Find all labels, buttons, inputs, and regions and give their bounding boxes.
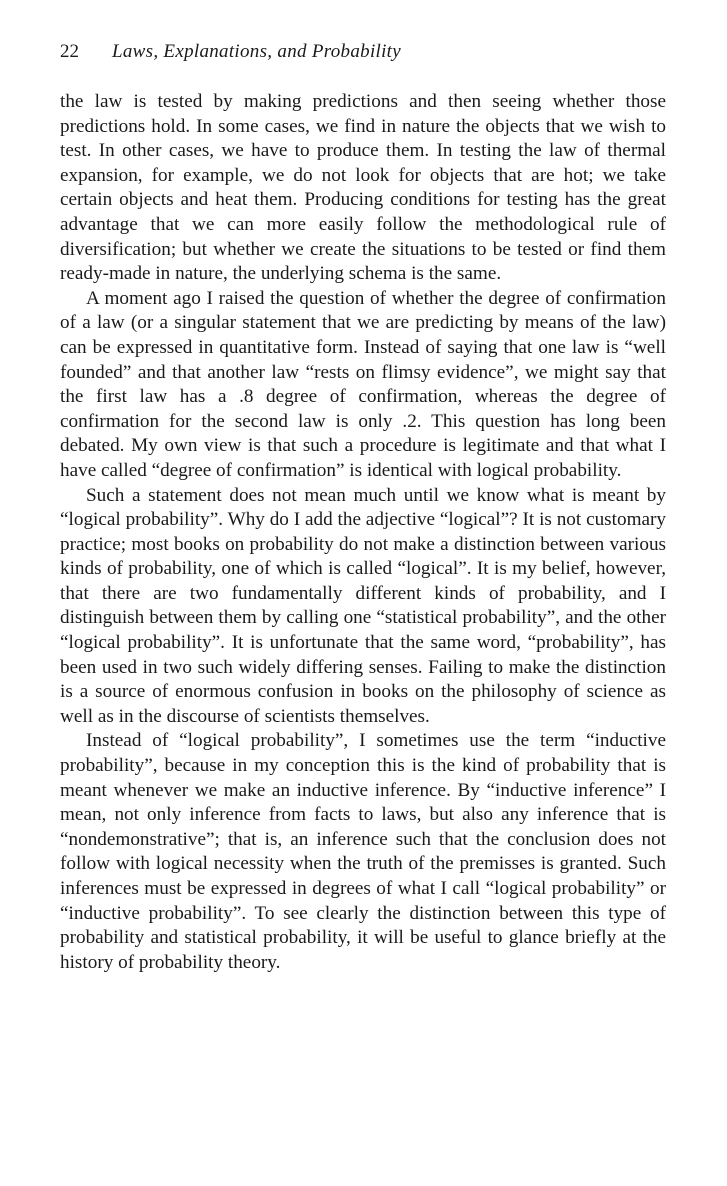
paragraph-inductive-probability: Instead of “logical probability”, I sometimes use the term “inductive probability”, because in my conception this is the kind of probability that is meant whenever we make an inductive inference. By “inductive inference” I mean, not only inference from facts to laws, but also any inference that is “nondemonstrative”; that is, an inference such that the conclusion does not follow with logical necessity when the truth of the premisses is granted. Such inferences must be expressed in degrees of what I call “logical probability” or “inductive probability”. To see clearly the distinction between this type of probability and statistical probability, it will be useful to glance briefly at the history of probability theory.	[60, 730, 666, 973]
paragraph-logical-probability: Such a statement does not mean much until we know what is meant by “logical probability”. Why do I add the adjective “logical”? It is not customary practice; most books on probability do not make a distinction between various kinds of probability, one of which is called “logical”. It is my belief, however, that there are two fundamentally different kinds of probability, and I distinguish between them by calling one “statistical probability”, and the other “logical probability”. It is unfortunate that the same word, “probability”, has been used in two such widely differing senses. Failing to make the distinction is a source of enormous confusion in books on the philosophy of science as well as in the discourse of scientists themselves.	[60, 484, 666, 727]
book-page	[60, 38, 666, 975]
paragraph-degree-of-confirmation: A moment ago I raised the question of whether the degree of confirmation of a law (or a singular statement that we are predicting by means of the law) can be expressed in quantitative form. Instead of saying that one law is “well founded” and that another law “rests on flimsy evidence”, we might say that the first law has a .8 degree of confirmation, whereas the degree of confirmation for the second law is only .2. This question has long been debated. My own view is that such a procedure is legitimate and that what I have called “degree of confirmation” is identical with logical probability.	[60, 287, 666, 481]
page-number: 22	[60, 41, 79, 62]
body-text	[60, 90, 666, 975]
running-head	[60, 38, 666, 66]
paragraph-continued: the law is tested by making predictions and then seeing whether those predictions hold. In some cases, we find in nature the objects that we wish to test. In other cases, we have to produce them. In testing the law of thermal expansion, for example, we do not look for objects that are hot; we take certain objects and heat them. Producing conditions for testing has the great advantage that we can more easily follow the methodological rule of diversification; but whether we create the situations to be tested or find them ready-made in nature, the underlying schema is the same.	[60, 91, 666, 285]
running-head-title: Laws, Explanations, and Probability	[112, 41, 401, 62]
